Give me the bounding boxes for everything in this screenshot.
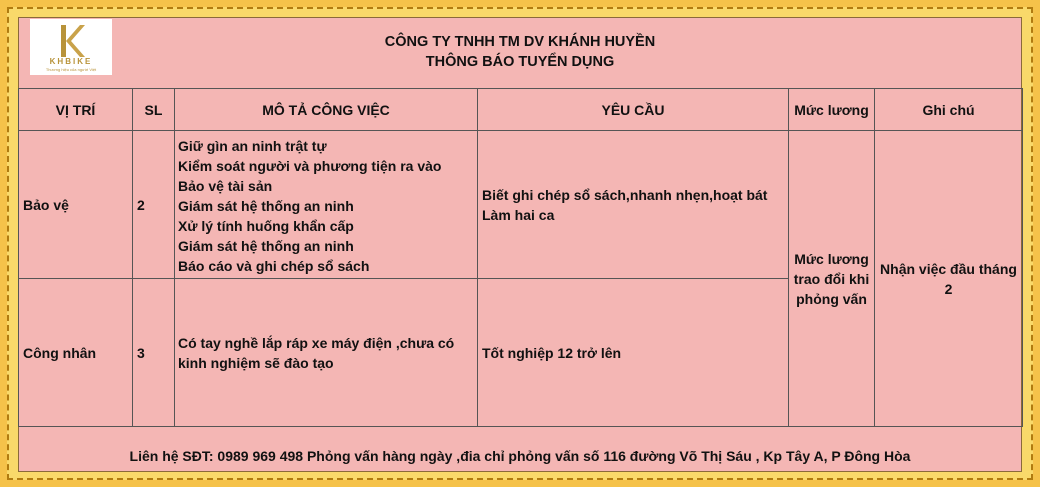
description-cell (175, 279, 478, 427)
notice-header (18, 32, 1022, 72)
requirements-cell (478, 279, 789, 427)
notes-cell: Nhận việc đầu tháng 2 (875, 131, 1023, 427)
header-salary: Mức lương (789, 89, 875, 131)
table-row (19, 131, 1023, 279)
requirement-line: Làm hai ca (482, 206, 555, 223)
job-table (18, 88, 1023, 427)
requirements-cell (478, 131, 789, 279)
qty-cell: 2 (133, 131, 175, 279)
description-line: Giám sát hệ thống an ninh (178, 198, 354, 214)
position-cell: Công nhân (19, 279, 133, 427)
salary-cell: Mức lương trao đổi khi phỏng vấn (789, 131, 875, 427)
requirement-line: Tốt nghiệp 12 trở lên (482, 344, 622, 361)
notice-title: THÔNG BÁO TUYỂN DỤNG (425, 54, 615, 70)
logo-name: KHBIKE (49, 57, 93, 66)
position-cell: Bảo vệ (19, 131, 133, 279)
description-line: Giữ gìn an ninh trật tự (178, 138, 327, 154)
contact-footer: Liên hệ SĐT: 0989 969 498 Phỏng vấn hàng ngày ,đia chỉ phỏng vấn số 116 đường Võ Thị Sáu , Kp Tây A, P Đông Hòa (129, 448, 911, 464)
header-description: MÔ TẢ CÔNG VIỆC (175, 89, 478, 131)
company-name: CÔNG TY TNHH TM DV KHÁNH HUYỀN (384, 34, 656, 50)
description-cell (175, 131, 478, 279)
header-notes: Ghi chú (875, 89, 1023, 131)
logo-tagline: Thương hiệu của người Việt (45, 67, 97, 72)
qty-cell: 3 (133, 279, 175, 427)
table-header-row (19, 89, 1023, 131)
description-line: Giám sát hệ thống an ninh (178, 238, 354, 254)
requirement-line: Biết ghi chép sổ sách,nhanh nhẹn,hoạt bát (482, 186, 768, 203)
header-position: VỊ TRÍ (19, 89, 133, 131)
description-line: Có tay nghề lắp ráp xe máy điện ,chưa có kinh nghiệm sẽ đào tạo (178, 334, 455, 371)
description-line: Báo cáo và ghi chép sổ sách (178, 258, 370, 274)
header-requirements: YÊU CẦU (478, 89, 789, 131)
description-line: Xử lý tính huống khẩn cấp (178, 218, 354, 234)
description-line: Bảo vệ tài sản (178, 178, 273, 194)
header-qty: SL (133, 89, 175, 131)
description-line: Kiểm soát người và phương tiện ra vào (178, 158, 442, 174)
